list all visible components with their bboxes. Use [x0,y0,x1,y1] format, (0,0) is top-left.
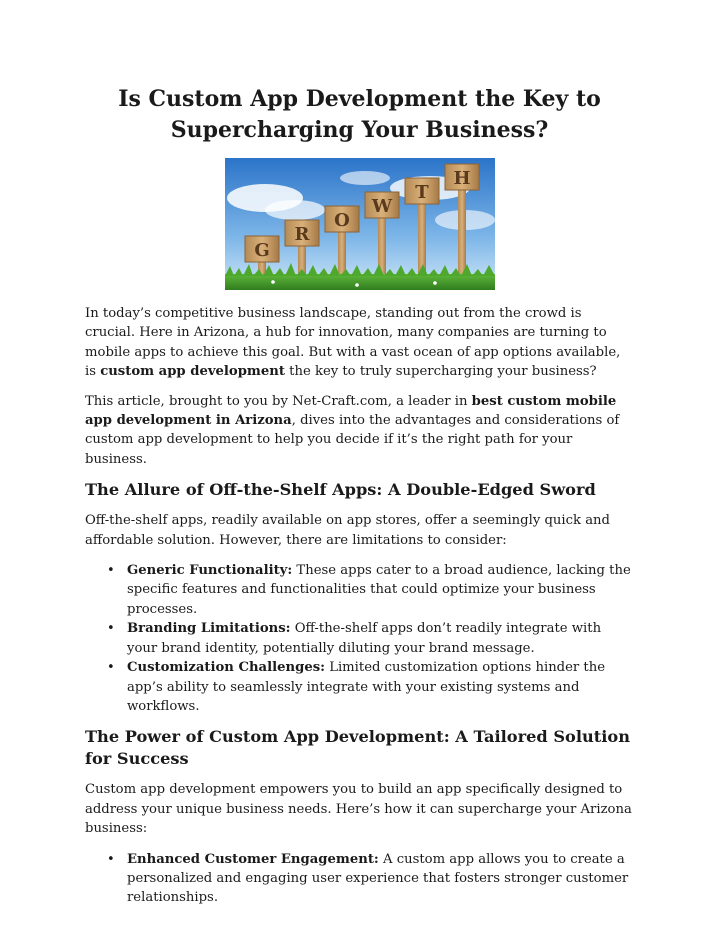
sign-letter: T [414,182,429,203]
sign-letter: R [294,224,309,245]
section1-lead: Off-the-shelf apps, readily available on app stores, offer a seemingly quick and affordable solution. However, there are limitations to consider: [85,513,610,548]
list-item: • Branding Limitations: Off-the-shelf apps don’t readily integrate with your brand identity, potentially diluting your brand message. [127,619,634,658]
sign-letter: G [253,240,270,261]
list-item: • Generic Functionality: These apps cater to a broad audience, lacking the specific features and functionalities that could optimize your business processes. [127,561,634,619]
sign-letter: O [333,210,350,231]
list-item: • Enhanced Customer Engagement: A custom app allows you to create a personalized and engaging user experience that fosters stronger customer relationships. [127,850,634,908]
intro-paragraph-1: In today’s competitive business landscape, standing out from the crowd is crucial. Here in Arizona, a hub for innovation, many companies are turning to mobile apps to achieve this goal. But with a vast ocean of app options available, is custom app development the key to truly supercharging your business? [85,306,621,380]
intro-paragraph-2: This article, brought to you by Net-Craft.com, a leader in best custom mobile app development in Arizona, dives into the advantages and considerations of custom app development to help you decide if it’s the right path for your business. [85,393,620,467]
sign-letter: H [452,168,471,189]
section2-lead: Custom app development empowers you to build an app specifically designed to address your unique business needs. Here’s how it can supercharge your Arizona business: [85,782,632,837]
custom-benefits-list [85,850,634,908]
offtheshelf-limitations-list [85,561,634,716]
growth-signposts-image [225,158,495,290]
page-title: Is Custom App Development the Key to Supercharging Your Business? [118,86,601,143]
section-heading-custom: The Power of Custom App Development: A Tailored Solution for Success [85,727,630,769]
sign-letter: W [371,196,392,217]
list-item: • Customization Challenges: Limited customization options hinder the app’s ability to seamlessly integrate with your existing systems and workflows. [127,658,634,716]
section-heading-offtheshelf: The Allure of Off-the-Shelf Apps: A Double-Edged Sword [85,480,596,500]
